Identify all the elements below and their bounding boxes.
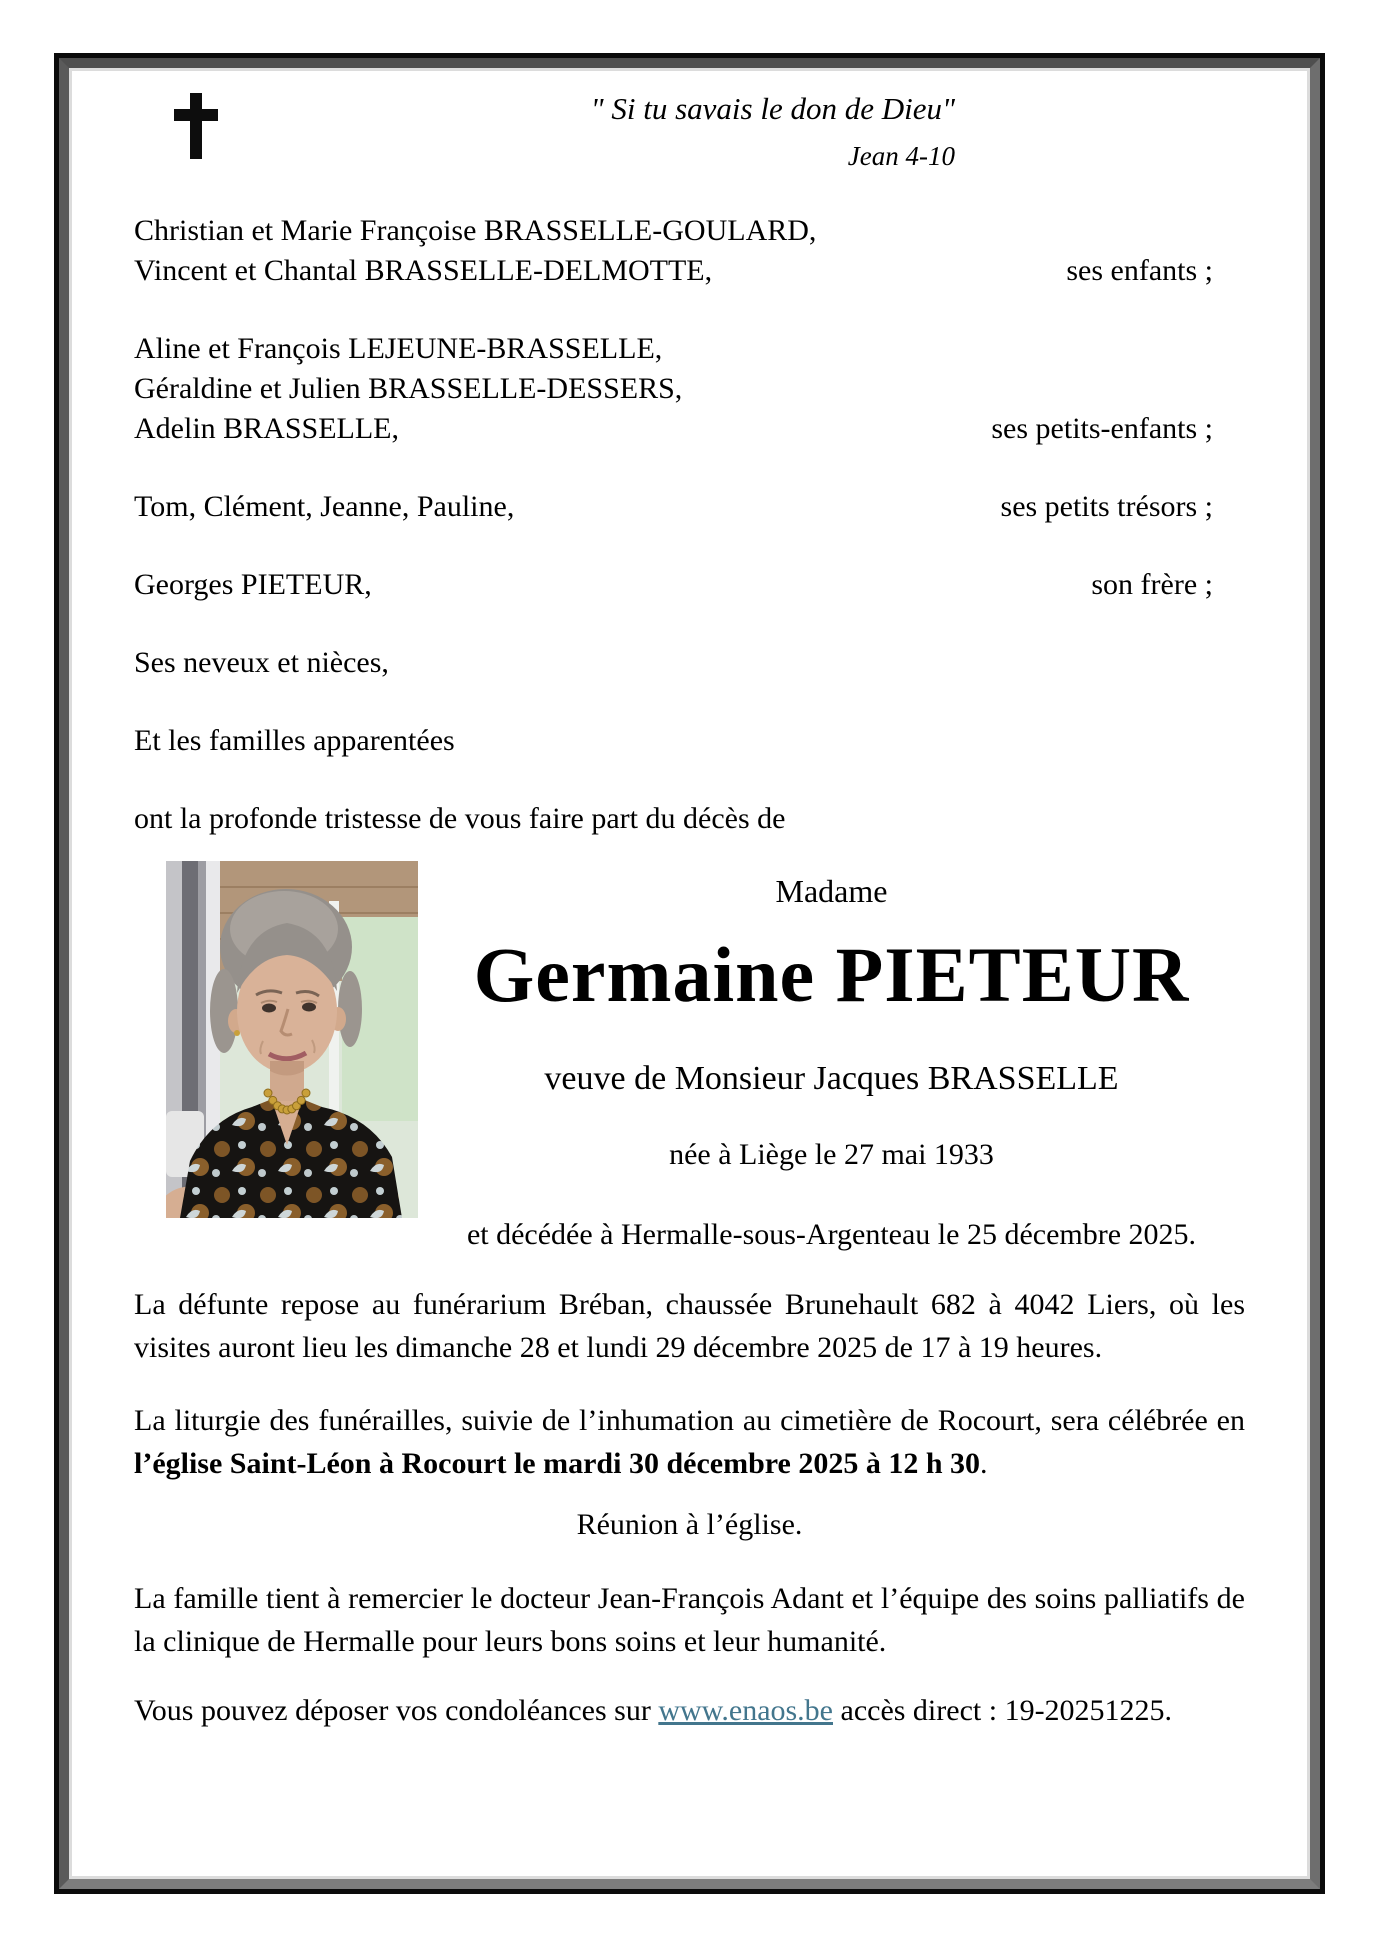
condolences-text: Vous pouvez déposer vos condoléances sur xyxy=(134,1694,659,1727)
family-group-nephews xyxy=(134,643,1245,683)
card-frame-bevel xyxy=(59,58,1320,1889)
liturgy-bold-text: l’église Saint-Léon à Rocourt le mardi 30 décembre 2025 à 12 h 30 xyxy=(134,1447,981,1480)
deceased-photo xyxy=(166,861,418,1218)
liturgy-paragraph xyxy=(134,1399,1245,1485)
liturgy-text: La liturgie des funérailles, suivie de l’inhumation au cimetière de Rocourt, sera célébrée en xyxy=(134,1404,1245,1437)
family-relation: ses petits-enfants ; xyxy=(991,412,1213,445)
card-content xyxy=(69,68,1310,1879)
repose-paragraph: La défunte repose au funérarium Bréban, chaussée Brunehault 682 à 4042 Liers, où les visites auront lieu les dimanche 28 et lundi 29 décembre 2025 de 17 à 19 heures. xyxy=(134,1288,1245,1364)
family-relation: ses petits trésors ; xyxy=(1000,490,1213,523)
family-group-related xyxy=(134,721,1245,761)
family-relation: ses enfants ; xyxy=(1066,254,1213,287)
family-relation: son frère ; xyxy=(1091,568,1213,601)
family-name-line: Georges PIETEUR, xyxy=(134,568,372,601)
deceased-name: Germaine PIETEUR xyxy=(473,931,1190,1018)
family-name-line: Tom, Clément, Jeanne, Pauline, xyxy=(134,490,515,523)
latin-cross-icon xyxy=(174,93,218,159)
deceased-section xyxy=(134,861,1245,1253)
widow-line: veuve de Monsieur Jacques BRASSELLE xyxy=(544,1060,1119,1097)
reunion-line: Réunion à l’église. xyxy=(576,1508,803,1541)
family-group-brother xyxy=(134,565,1245,605)
scripture-reference: Jean 4-10 xyxy=(847,141,955,171)
family-name-line: Adelin BRASSELLE, xyxy=(134,412,400,445)
deceased-title: Madame xyxy=(775,873,888,909)
family-name-line: Vincent et Chantal BRASSELLE-DELMOTTE, xyxy=(134,254,713,287)
family-list xyxy=(134,211,1245,839)
memorial-card xyxy=(54,53,1325,1894)
scripture-block xyxy=(591,91,955,171)
family-name-line: Géraldine et Julien BRASSELLE-DESSERS, xyxy=(134,372,683,405)
announcement-line: ont la profonde tristesse de vous faire part du décès de xyxy=(134,802,786,835)
thanks-paragraph: La famille tient à remercier le docteur Jean-François Adant et l’équipe des soins palliatifs de la clinique de Hermalle pour leurs bons soins et leur humanité. xyxy=(134,1582,1245,1658)
family-name-line: Ses neveux et nièces, xyxy=(134,646,389,679)
family-group-greatgrandchildren xyxy=(134,487,1245,527)
birth-line: née à Liège le 27 mai 1933 xyxy=(669,1138,994,1171)
family-name-line: Aline et François LEJEUNE-BRASSELLE, xyxy=(134,332,663,365)
condolences-paragraph xyxy=(134,1689,1245,1732)
deceased-identity xyxy=(418,861,1245,1253)
family-name-line: Et les familles apparentées xyxy=(134,724,455,757)
condolences-access-code: accès direct : 19-20251225. xyxy=(833,1694,1173,1727)
family-name-line: Christian et Marie Françoise BRASSELLE-GOULARD, xyxy=(134,214,817,247)
family-group-grandchildren xyxy=(134,329,1245,449)
enaos-link[interactable]: www.enaos.be xyxy=(658,1694,833,1727)
family-group-children xyxy=(134,211,1245,291)
death-line: et décédée à Hermalle-sous-Argenteau le 25 décembre 2025. xyxy=(466,1218,1197,1251)
scripture-quote: " Si tu savais le don de Dieu" xyxy=(590,91,955,126)
liturgy-period: . xyxy=(980,1447,988,1480)
card-header xyxy=(134,91,1245,171)
